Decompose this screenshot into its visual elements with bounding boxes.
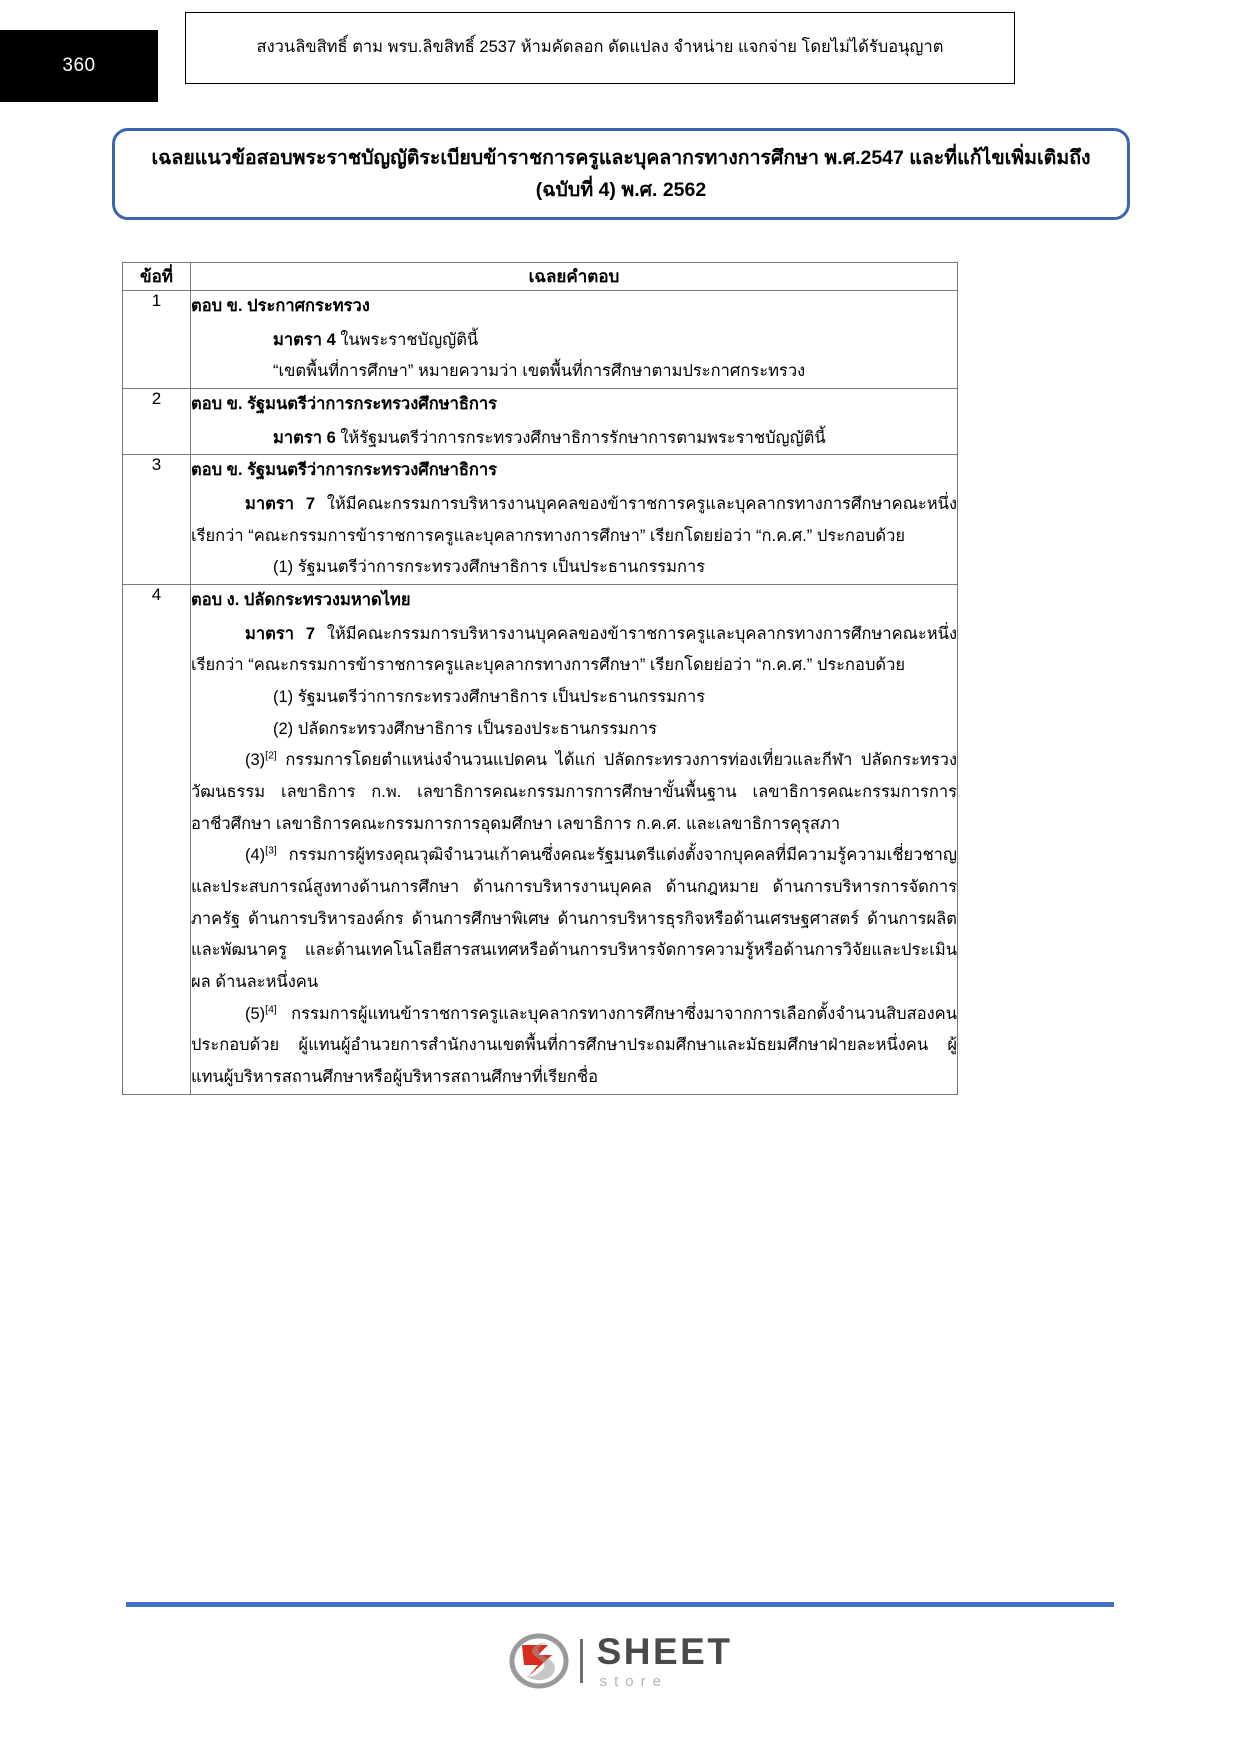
clause-number: (5) [245,1004,266,1023]
page-number: 360 [0,30,158,102]
column-header-number: ข้อที่ [123,263,191,291]
answer-heading: ตอบ ข. รัฐมนตรีว่าการกระทรวงศึกษาธิการ [191,461,498,480]
answer-cell [191,389,958,455]
paragraph-text: (1) รัฐมนตรีว่าการกระทรวงศึกษาธิการ เป็นประธานกรรมการ [273,558,706,577]
paragraph-text: กรรมการโดยตำแหน่งจำนวนแปดคน ได้แก่ ปลัดกระทรวงการท่องเที่ยวและกีฬา ปลัดกระทรวงวัฒนธรรม เลขาธิการ ก.พ. เลขาธิการคณะกรรมการการศึกษาขั้นพื้นฐาน เลขาธิการคณะกรรมการการอาชีวศึกษา เลขาธิการคณะกรรมการการอุดมศึกษา เลขาธิการ ก.ค.ศ. และเลขาธิการคุรุสภา [191,751,957,833]
paragraph-text: (1) รัฐมนตรีว่าการกระทรวงศึกษาธิการ เป็นประธานกรรมการ [273,688,706,707]
paragraph-text: (2) ปลัดกระทรวงศึกษาธิการ เป็นรองประธานกรรมการ [273,719,657,738]
row-number: 2 [123,389,191,455]
section-reference: มาตรา 7 [245,624,316,643]
answer-paragraph [191,714,957,746]
paragraph-text: ในพระราชบัญญัตินี้ [335,330,479,349]
answer-cell [191,291,958,389]
copyright-notice: สงวนลิขสิทธิ์ ตาม พรบ.ลิขสิทธิ์ 2537 ห้ามคัดลอก ดัดแปลง จำหน่าย แจกจ่าย โดยไม่ได้รับอนุญาต [256,38,944,57]
footnote-marker: [2] [265,749,277,762]
answer-paragraph [191,552,957,584]
table-body [123,291,958,1095]
footer-divider [126,1602,1114,1607]
logo-wordmark [597,1633,733,1689]
row-number: 3 [123,455,191,585]
footnote-marker: [3] [265,844,277,857]
answer-paragraph [191,745,957,840]
answer-paragraph [191,619,957,682]
paragraph-text: ให้รัฐมนตรีว่าการกระทรวงศึกษาธิการรักษาการตามพระราชบัญญัตินี้ [335,428,826,447]
table-row [123,455,958,585]
page-header [0,0,1240,105]
document-title-box [112,128,1130,220]
table-row [123,291,958,389]
logo-divider [580,1639,583,1683]
answer-heading: ตอบ ข. ประกาศกระทรวง [191,297,370,315]
brand-subtitle: store [599,1673,668,1690]
footer-logo [0,1632,1240,1690]
answer-paragraph [191,423,957,455]
brand-name: SHEET [596,1631,733,1672]
paragraph-text: กรรมการผู้แทนข้าราชการครูและบุคลากรทางการศึกษาซึ่งมาจากการเลือกตั้งจำนวนสิบสองคน ประกอบด้วย ผู้แทนผู้อำนวยการสำนักงานเขตพื้นที่การศึกษาประถมศึกษาและมัธยมศึกษาฝ่ายละหนึ่งคน ผู้แทนผู้บริหารสถานศึกษาหรือผู้บริหารสถานศึกษาที่เรียกชื่อ [191,1004,957,1087]
row-number: 4 [123,585,191,1095]
copyright-box [185,12,1015,84]
paragraph-text: กรรมการผู้ทรงคุณวุฒิจำนวนเก้าคนซึ่งคณะรัฐมนตรีแต่งตั้งจากบุคคลที่มีความรู้ความเชี่ยวชาญ และประสบการณ์สูงทางด้านการศึกษา ด้านการบริหารงานบุคคล ด้านกฎหมาย ด้านการบริหารการจัดการภาครัฐ ด้านการบริหารองค์กร ด้านการศึกษาพิเศษ ด้านการบริหารธุรกิจหรือด้านเศรษฐศาสตร์ ด้านการผลิตและพัฒนาครู และด้านเทคโนโลยีสารสนเทศหรือด้านการบริหารจัดการความรู้หรือด้านการวิจัยและประเมินผล ด้านละหนึ่งคน [191,846,957,992]
answer-heading: ตอบ ง. ปลัดกระทรวงมหาดไทย [191,591,411,610]
table-header-row [123,263,958,291]
section-reference: มาตรา 6 [273,428,336,447]
answer-paragraph [191,356,957,388]
answer-paragraph [191,999,957,1094]
clause-number: (4) [245,846,266,865]
answer-heading: ตอบ ข. รัฐมนตรีว่าการกระทรวงศึกษาธิการ [191,395,498,414]
footnote-marker: [4] [265,1003,277,1016]
answer-paragraph [191,325,957,357]
column-header-answer: เฉลยคำตอบ [191,263,958,291]
table-row [123,585,958,1095]
paragraph-text: “เขตพื้นที่การศึกษา” หมายความว่า เขตพื้นที่การศึกษาตามประกาศกระทรวง [273,362,806,381]
row-number: 1 [123,291,191,389]
paragraph-text: ให้มีคณะกรรมการบริหารงานบุคคลของข้าราชการครูและบุคลากรทางการศึกษาคณะหนึ่ง เรียกว่า “คณะกรรมการข้าราชการครูและบุคลากรทางการศึกษา” เรียกโดยย่อว่า “ก.ค.ศ.” ประกอบด้วย [191,624,958,675]
table-row [123,389,958,455]
section-reference: มาตรา 7 [245,495,316,514]
section-reference: มาตรา 4 [273,330,336,349]
answer-cell [191,585,958,1095]
answer-paragraph [191,840,957,998]
clause-number: (3) [245,751,266,770]
answer-paragraph [191,682,957,714]
sheet-store-logo-icon [508,1632,570,1690]
answer-cell [191,455,958,585]
answer-key-table [122,262,958,1095]
page-title: เฉลยแนวข้อสอบพระราชบัญญัติระเบียบข้าราชการครูและบุคลากรทางการศึกษา พ.ศ.2547 และที่แก้ไขเพิ่มเติมถึง (ฉบับที่ 4) พ.ศ. 2562 [151,146,1091,201]
paragraph-text: ให้มีคณะกรรมการบริหารงานบุคคลของข้าราชการครูและบุคลากรทางการศึกษาคณะหนึ่ง เรียกว่า “คณะกรรมการข้าราชการครูและบุคลากรทางการศึกษา” เรียกโดยย่อว่า “ก.ค.ศ.” ประกอบด้วย [191,495,958,545]
answer-paragraph [191,489,957,552]
